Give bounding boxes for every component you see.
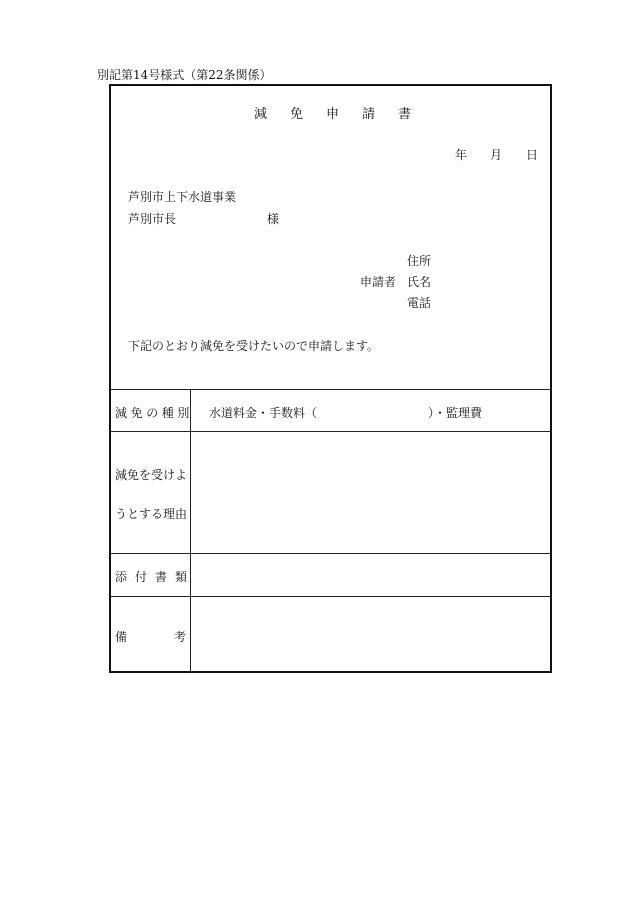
addressee-mayor: 芦別市長 bbox=[128, 212, 177, 226]
table-row-divider bbox=[110, 596, 551, 597]
table-top-border bbox=[110, 389, 551, 390]
date-year-label: 年 bbox=[455, 148, 468, 162]
date-month-label: 月 bbox=[490, 148, 503, 162]
date-day-label: 日 bbox=[526, 148, 539, 162]
reason-label-line1: 減免を受けよ bbox=[115, 468, 188, 482]
title-char-4: 請 bbox=[362, 107, 376, 122]
title-char-1: 減 bbox=[254, 107, 268, 122]
reason-label-line2: うとする理由 bbox=[115, 507, 188, 521]
table-row-divider bbox=[110, 553, 551, 554]
title-char-2: 免 bbox=[290, 107, 304, 122]
applicant-phone-label: 電話 bbox=[407, 296, 432, 310]
reduction-type-label: 減免の種別 bbox=[115, 406, 194, 420]
application-statement: 下記のとおり減免を受けたいので申請します。 bbox=[128, 339, 380, 353]
remarks-label: 備考 bbox=[115, 630, 234, 644]
table-row-divider bbox=[110, 431, 551, 432]
title-char-3: 申 bbox=[326, 107, 340, 122]
applicant-address-label: 住所 bbox=[407, 254, 432, 268]
reduction-type-options-part1: 水道料金・手数料（ bbox=[209, 406, 318, 420]
addressee-organization: 芦別市上下水道事業 bbox=[128, 190, 237, 204]
reduction-type-options-part2: ）・監理費 bbox=[428, 406, 483, 420]
attachments-label: 添付書類 bbox=[115, 570, 196, 584]
applicant-role-label: 申請者 bbox=[360, 275, 397, 289]
title-char-5: 書 bbox=[398, 107, 412, 122]
form-number-note: 別記第14号様式（第22条関係） bbox=[97, 68, 272, 82]
addressee-honorific: 様 bbox=[267, 212, 280, 226]
applicant-name-label: 氏名 bbox=[407, 275, 432, 289]
